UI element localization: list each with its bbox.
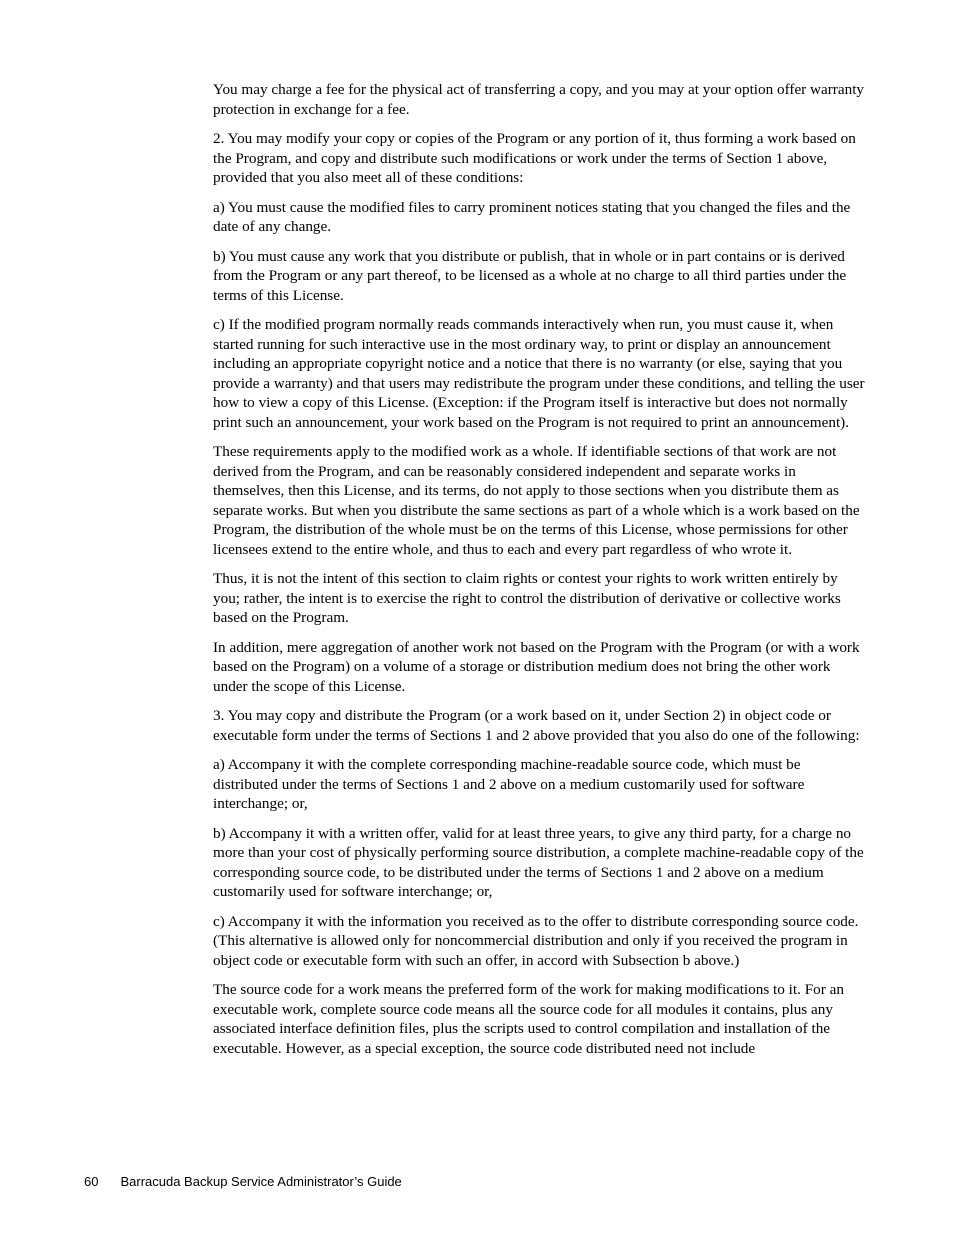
paragraph-section-2b: b) You must cause any work that you distribute or publish, that in whole or in part contains or is derived from the Program or any part thereof, to be licensed as a whole at no charge to all third parties under the terms of this License. (213, 247, 847, 304)
page-body (213, 80, 868, 1068)
paragraph-section-3: 3. You may copy and distribute the Program (or a work based on it, under Section 2) in object code or executable form under the terms of Sections 1 and 2 above provided that you also do one of the following: (213, 707, 860, 744)
paragraph-aggregation: In addition, mere aggregation of another work not based on the Program with the Program (or with a work based on the Program) on a volume of a storage or distribution medium does not bring the other work under the scope of this License. (213, 638, 860, 695)
paragraph-source-code: The source code for a work means the preferred form of the work for making modifications to it. For an executable work, complete source code means all the source code for all modules it contains, plus any associated interface definition files, plus the scripts used to control compilation and installation of the executable. However, as a special exception, the source code distributed need not include (213, 981, 844, 1057)
paragraph-section-2: 2. You may modify your copy or copies of the Program or any portion of it, thus forming a work based on the Program, and copy and distribute such modifications or work under the terms of Section 1 above, provided that you also meet all of these conditions: (213, 130, 856, 186)
guide-title: Barracuda Backup Service Administrator’s Guide (120, 1174, 402, 1189)
page-footer (84, 1174, 402, 1190)
paragraph-section-3a: a) Accompany it with the complete corresponding machine-readable source code, which must be distributed under the terms of Sections 1 and 2 above on a medium customarily used for software interchange; or, (213, 756, 805, 812)
paragraph-section-2c: c) If the modified program normally reads commands interactively when run, you must cause it, when started running for such interactive use in the most ordinary way, to print or display an announcement including an appropriate copyright notice and a notice that there is no warranty (or else, saying that you provide a warranty) and that users may redistribute the program under these conditions, and telling the user how to view a copy of this License. (Exception: if the Program itself is interactive but does not normally print such an announcement, your work based on the Program is not required to print an announcement). (213, 316, 865, 431)
paragraph-requirements: These requirements apply to the modified work as a whole. If identifiable sections of that work are not derived from the Program, and can be reasonably considered independent and separate works in themselves, then this License, and its terms, do not apply to those sections when you distribute them as separate works. But when you distribute the same sections as part of a whole which is a work based on the Program, the distribution of the whole must be on the terms of this License, whose permissions for other licensees extend to the entire whole, and thus to each and every part regardless of who wrote it. (213, 443, 860, 558)
paragraph-section-3b: b) Accompany it with a written offer, valid for at least three years, to give any third party, for a charge no more than your cost of physically performing source distribution, a complete machine-readable copy of the corresponding source code, to be distributed under the terms of Sections 1 and 2 above on a medium customarily used for software interchange; or, (213, 824, 864, 900)
paragraph-section-2a: a) You must cause the modified files to carry prominent notices stating that you changed the files and the date of any change. (213, 198, 851, 235)
page-number: 60 (84, 1174, 99, 1189)
paragraph-intent: Thus, it is not the intent of this section to claim rights or contest your rights to work written entirely by you; rather, the intent is to exercise the right to control the distribution of derivative or collective works based on the Program. (213, 570, 841, 626)
paragraph-section-3c: c) Accompany it with the information you received as to the offer to distribute corresponding source code. (This alternative is allowed only for noncommercial distribution and only if you received the program in object code or executable form with such an offer, in accord with Subsection b above.) (213, 912, 859, 969)
paragraph-fee: You may charge a fee for the physical act of transferring a copy, and you may at your option offer warranty protection in exchange for a fee. (213, 81, 865, 118)
